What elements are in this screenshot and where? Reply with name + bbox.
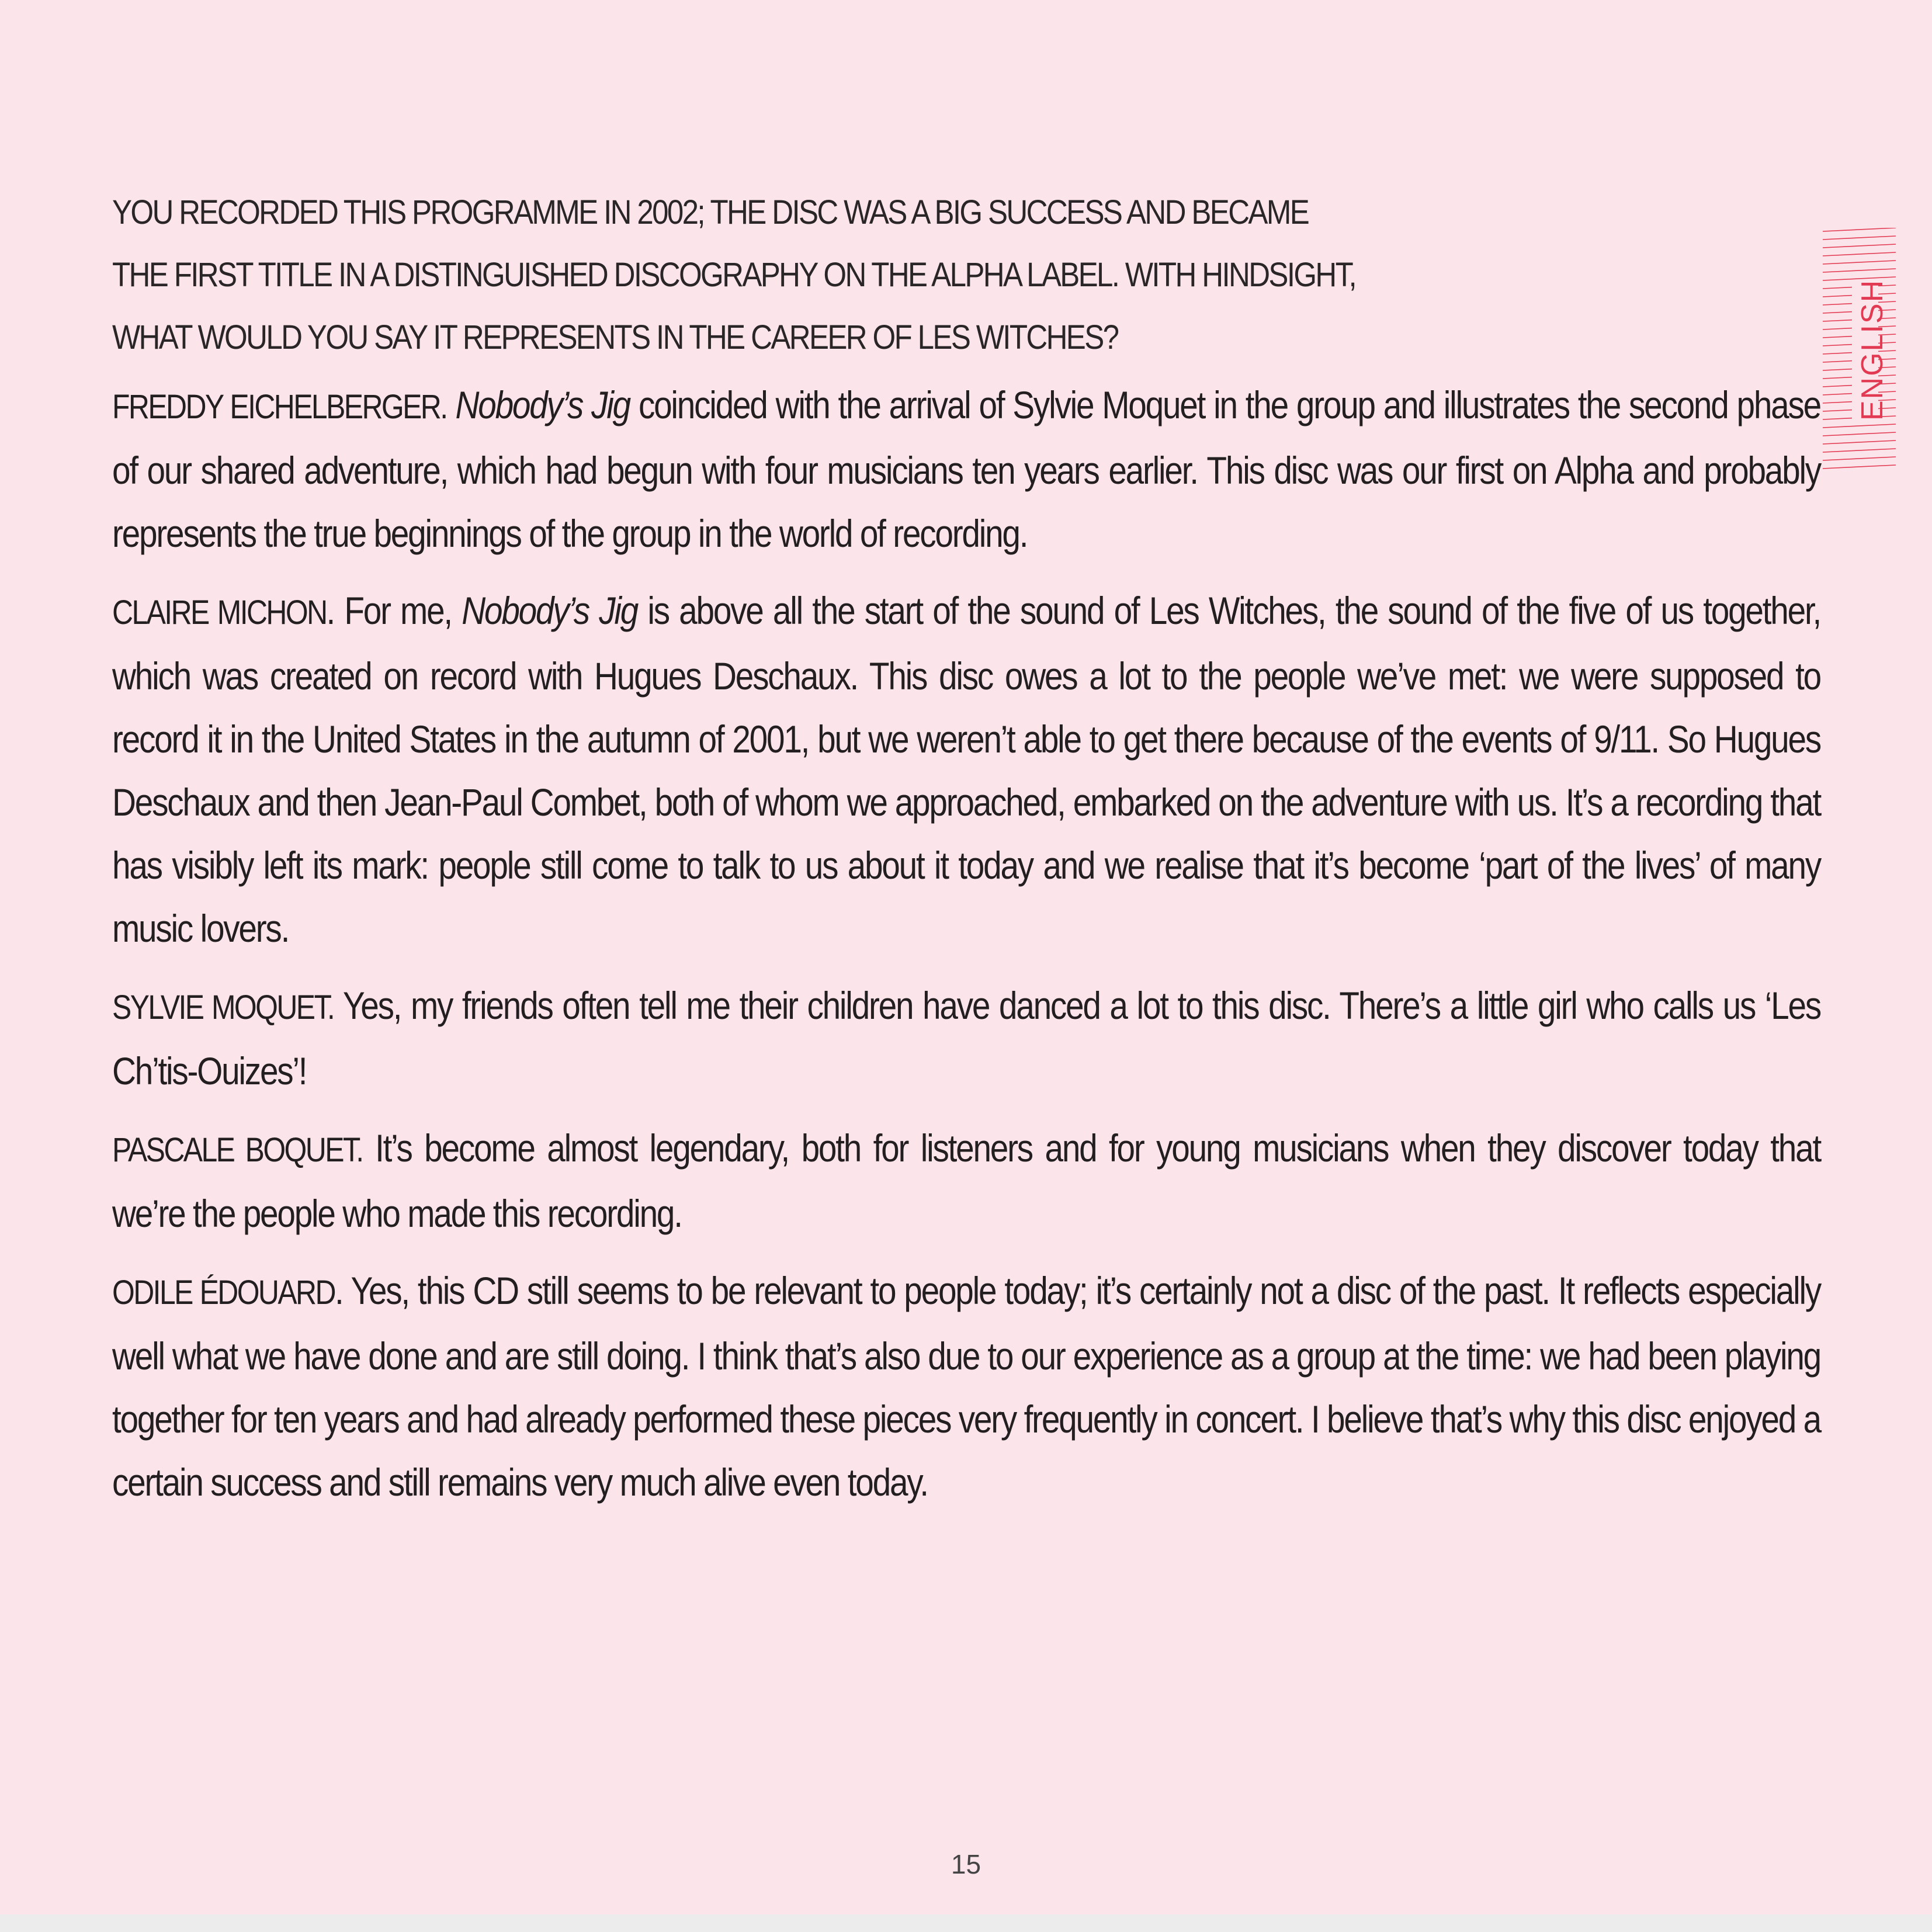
speaker-name: FREDDY EICHELBERGER. [112,388,447,426]
interview-content [112,181,1820,1514]
language-label: ENGLISH [1855,279,1889,421]
answer-text: coincided with the arrival of Sylvie Moquet in the group and illustrates the second phase of our shared adventure, which had begun with four musicians ten years earlier. This disc was our first on Alpha and probably represents the true beginnings of the group in the world of recording. [112,383,1820,555]
album-title: Nobody’s Jig [455,383,630,426]
page-number: 15 [951,1849,981,1879]
answer-text: It’s become almost legendary, both for listeners and for young musicians when they discover today that we’re the people who made this recording. [112,1126,1821,1235]
answer-text: is above all the start of the sound of Les Witches, the sound of the five of us together, which was created on record with Hugues Deschaux. This disc owes a lot to the people we’ve met: we were supposed to record it in the United States in the autumn of 2001, but we weren’t able to get there because of the events of 9/11. So Hugues Deschaux and then Jean-Paul Combet, both of whom we approached, embarked on the adventure with us. It’s a recording that has visibly left its mark: people still come to talk to us about it today and we realise that it’s become ‘part of the lives’ of many music lovers. [112,589,1821,950]
question-line-2: THE FIRST TITLE IN A DISTINGUISHED DISCOGRAPHY ON THE ALPHA LABEL. WITH HINDSIGHT, [112,256,1356,294]
speaker-name: ODILE ÉDOUARD [112,1274,335,1312]
question-line-1: YOU RECORDED THIS PROGRAMME IN 2002; THE DISC WAS A BIG SUCCESS AND BECAME [112,193,1309,231]
question-line-3: WHAT WOULD YOU SAY IT REPRESENTS IN THE CAREER OF LES WITCHES? [112,318,1118,356]
answer-odile-edouard [112,1259,1820,1514]
answer-claire-michon [112,579,1820,960]
interview-question [112,181,1819,369]
answer-text-intro: . For me, [326,589,462,632]
album-title: Nobody’s Jig [462,589,638,632]
speaker-name: PASCALE BOQUET. [112,1131,363,1169]
speaker-name: CLAIRE MICHON [112,594,327,632]
speaker-name: SYLVIE MOQUET. [112,988,334,1026]
answer-freddy-eichelberger [112,373,1820,565]
bottom-edge [0,1914,1932,1932]
answer-text: Yes, my friends often tell me their children have danced a lot to this disc. There’s a little girl who calls us ‘Les Ch’tis-Ouizes’! [112,984,1820,1092]
answer-pascale-boquet [112,1116,1820,1245]
answer-text: . Yes, this CD still seems to be relevant to people today; it’s certainly not a disc of the past. It reflects especially well what we have done and are still doing. I think that’s also due to our experience as a group at the time: we had been playing together for ten years and had already performed these pieces very frequently in concert. I believe that’s why this disc enjoyed a certain success and still remains very much alive even today. [112,1269,1821,1504]
answer-sylvie-moquet [112,974,1820,1102]
